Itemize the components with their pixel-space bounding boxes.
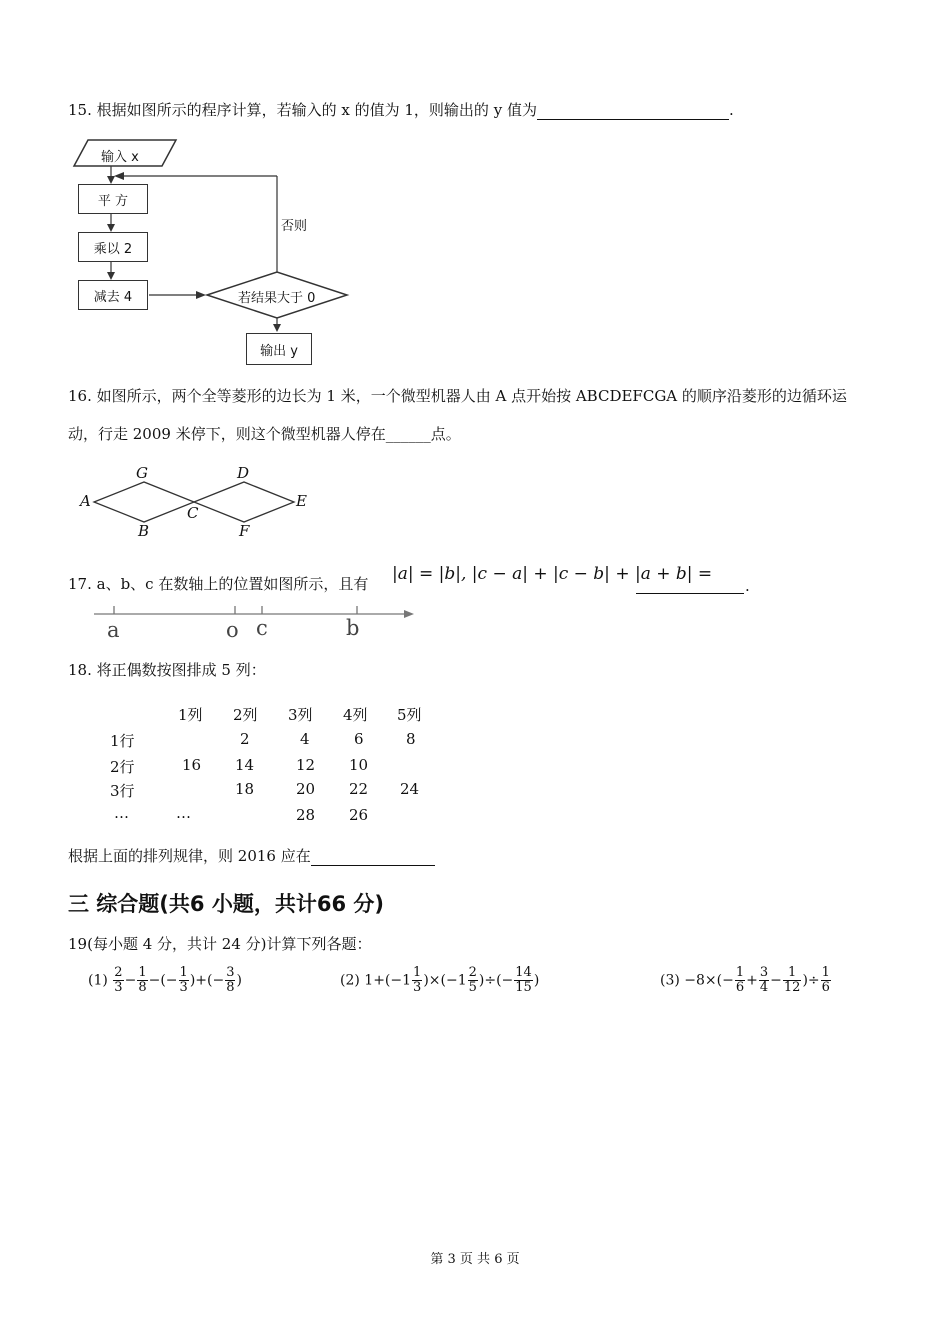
cell: 2 [240, 730, 250, 748]
q19-problem-1: (1) $\frac{2}{3}$ − $\frac{1}{8}$ −(− $\frac{1}{3}$ )+(− $\frac{3}{8}$ ) [88, 965, 242, 995]
cell: 24 [400, 780, 420, 798]
cell: 12 [296, 756, 316, 774]
q18-answer-blank[interactable] [311, 850, 435, 866]
q19-text: 19(每小题 4 分，共计 24 分)计算下列各题： [68, 935, 372, 953]
col-header-2: 2列 [233, 706, 258, 724]
point-f: F [239, 522, 250, 540]
point-b: B [138, 522, 150, 540]
flow-else-label: 否则 [281, 219, 308, 234]
q16-answer-blank[interactable]: ______ [385, 425, 431, 443]
flow-multiply: 乘以 2 [93, 241, 133, 257]
q18-text: 18. 将正偶数按图排成 5 列： [68, 661, 266, 679]
row-label: 3行 [110, 782, 135, 800]
q15-flowchart [66, 138, 356, 370]
q19-problem-2: (2) 1+(−1 $\frac{1}{3}$ )×(−1 $\frac{2}{5}$ )÷(− $\frac{14}{15}$ ) [340, 965, 540, 995]
section-3-title: 三 综合题(共6 小题，共计66 分) [68, 892, 384, 916]
q17-answer-blank[interactable] [636, 578, 744, 594]
q16-line2-c: 点。 [430, 425, 461, 443]
cell: 26 [349, 806, 369, 824]
q17-expr: |a| = |b|, |c − a| + |c − b| + |a + b| = [392, 564, 713, 584]
q19-problem-3: (3) −8×(− $\frac{1}{6}$ + $\frac{3}{4}$ − $\frac{1}{12}$ )÷ $\frac{1}{6}$ [660, 965, 830, 995]
cell: 6 [354, 730, 364, 748]
axis-label-o: o [226, 618, 239, 642]
cell: 4 [300, 730, 310, 748]
flow-multiply-box [78, 232, 148, 262]
cell: 8 [406, 730, 416, 748]
row-label: 1行 [110, 732, 135, 750]
point-d: D [237, 464, 250, 482]
q17-end: . [745, 577, 750, 595]
cell: 16 [182, 756, 202, 774]
axis-label-a: a [107, 618, 120, 642]
q16-line2-a: 动，行走 2009 米停下，则这个微型机器人停在 [68, 425, 386, 443]
problem-2-label: (2) [340, 972, 360, 989]
flow-input: 输入 x [101, 150, 139, 165]
q16-line2 [68, 424, 461, 444]
cell: 22 [349, 780, 369, 798]
q15-end: . [728, 101, 734, 119]
flow-output: 输出 y [260, 343, 298, 359]
point-c: C [187, 504, 199, 522]
q15-answer-blank[interactable] [537, 104, 729, 120]
q16-rhombus-diagram [76, 462, 316, 544]
q16-line1: 16. 如图所示，两个全等菱形的边长为 1 米，一个微型机器人由 A 点开始按 ABCDEFCGA 的顺序沿菱形的边循环运 [68, 387, 847, 405]
col-header-5: 5列 [397, 706, 422, 724]
flow-square: 平 方 [97, 193, 129, 209]
cell: 28 [296, 806, 316, 824]
q17-text: 17. a、b、c 在数轴上的位置如图所示，且有 [68, 575, 369, 593]
cell: 20 [296, 780, 316, 798]
cell: … [176, 804, 191, 822]
cell: 14 [235, 756, 255, 774]
rhombus-lines [76, 462, 316, 544]
q18-footer [68, 846, 435, 866]
q15-text [68, 100, 734, 120]
col-header-4: 4列 [343, 706, 368, 724]
problem-3-label: (3) [660, 972, 680, 989]
q15-question: 15. 根据如图所示的程序计算，若输入的 x 的值为 1，则输出的 y 值为 [68, 101, 537, 119]
flow-subtract-box [78, 280, 148, 310]
axis-label-b: b [346, 616, 360, 640]
row-label: … [114, 804, 129, 822]
flow-subtract: 减去 4 [93, 289, 133, 305]
cell: 10 [349, 756, 369, 774]
point-e: E [296, 492, 307, 510]
cell: 18 [235, 780, 255, 798]
flow-square-box [78, 184, 148, 214]
flow-output-box [246, 333, 312, 365]
col-header-3: 3列 [288, 706, 313, 724]
row-label: 2行 [110, 758, 135, 776]
q18-table [100, 700, 460, 830]
q18-footer-text: 根据上面的排列规律，则 2016 应在 [68, 847, 311, 865]
q17-number-line [92, 600, 422, 644]
page-footer: 第 3 页 共 6 页 [430, 1252, 520, 1267]
point-a: A [80, 492, 91, 510]
axis-label-c: c [256, 616, 268, 640]
problem-1-label: (1) [88, 972, 108, 989]
col-header-1: 1列 [178, 706, 203, 724]
point-g: G [136, 464, 148, 482]
flow-condition: 若结果大于 0 [238, 291, 316, 306]
